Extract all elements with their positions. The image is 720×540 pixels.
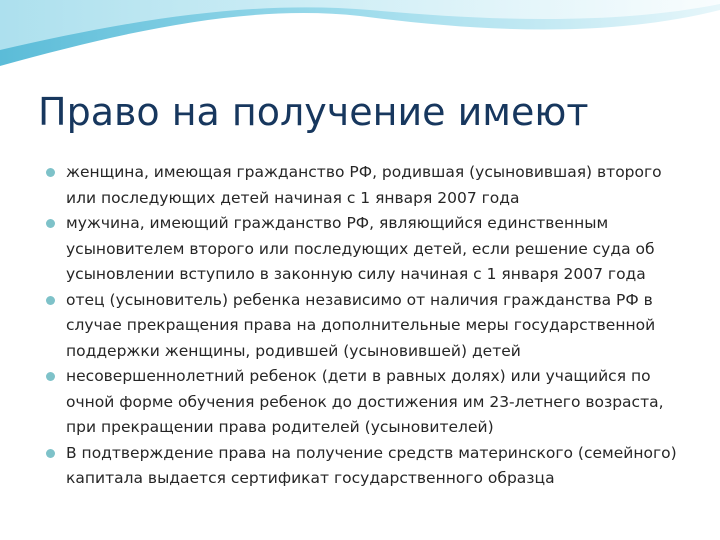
- list-item: [46, 288, 686, 365]
- bullet-text: отец (усыновитель) ребенка независимо от наличия гражданства РФ в случае прекращения права на дополнительные меры государственной поддержки женщины, родившей (усыновившей) детей: [66, 290, 656, 360]
- list-item: [46, 441, 686, 492]
- bullet-text: мужчина, имеющий гражданство РФ, являющийся единственным усыновителем второго или последующих детей, если решение суда об усыновлении вступило в законную силу начиная с 1 января 2007 года: [66, 214, 655, 283]
- bullet-list: [46, 160, 686, 492]
- bullet-icon: [46, 296, 55, 305]
- slide-title: Право на получение имеют: [38, 90, 589, 134]
- bullet-icon: [46, 372, 55, 381]
- bullet-icon: [46, 219, 55, 228]
- bullet-icon: [46, 449, 55, 458]
- bullet-text: В подтверждение права на получение средств материнского (семейного) капитала выдается сертификат государственного образца: [66, 443, 677, 487]
- header-wave-decoration: [0, 0, 720, 80]
- bullet-text: несовершеннолетний ребенок (дети в равных долях) или учащийся по очной форме обучения ребенок до достижения им 23-летнего возраста, при прекращении права родителей (усыновителей): [66, 367, 664, 436]
- bullet-text: женщина, имеющая гражданство РФ, родившая (усыновившая) второго или последующих детей начиная с 1 января 2007 года: [66, 163, 662, 207]
- bullet-icon: [46, 168, 55, 177]
- list-item: [46, 160, 686, 211]
- list-item: [46, 211, 686, 288]
- list-item: [46, 364, 686, 441]
